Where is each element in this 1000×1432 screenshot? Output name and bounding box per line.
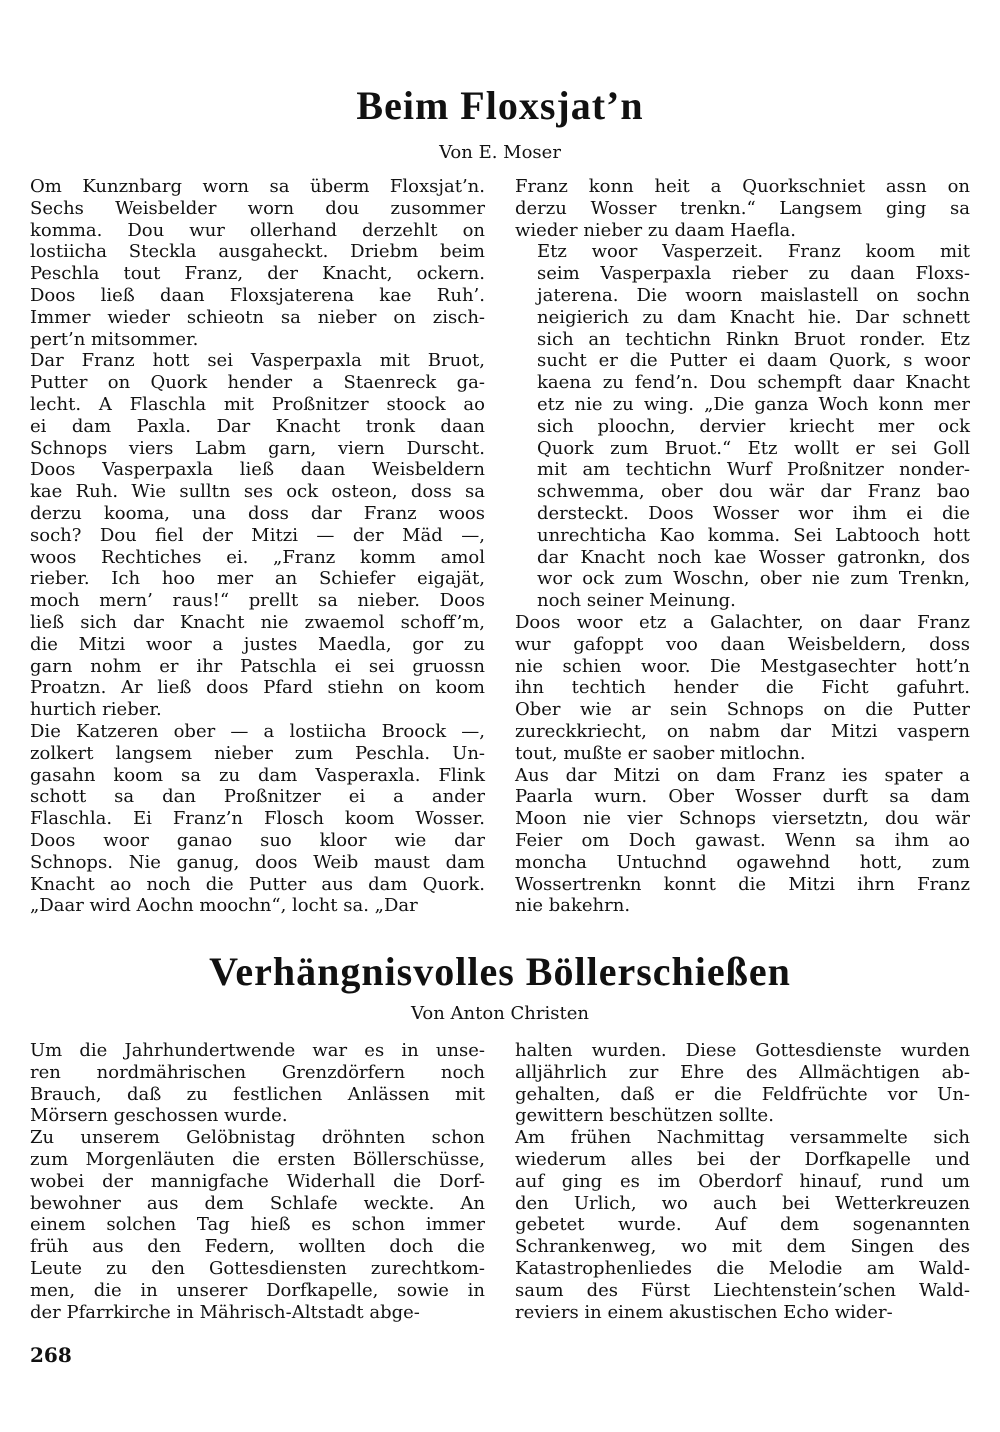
text-line: Dar Franz hott sei Vasperpaxla mit Bruot, [30,350,485,372]
text-line: Paarla wurn. Ober Wosser durft sa dam [515,786,970,808]
text-line: Doos woor etz a Galachter, on daar Franz [515,611,970,633]
paragraph [515,612,970,765]
text-line: sich an techtichn Rinkn Bruot ronder. Etz [537,328,970,350]
article-title: Beim Floxsjat’n [356,83,644,128]
text-line: Feier om Doch gawast. Wenn sa ihm ao [515,829,970,851]
text-line: jaterena. Die woorn maislastell on sochn [537,284,970,306]
text-line: Zu unserem Gelöbnistag dröhnten schon [30,1127,485,1149]
text-line: wiederum alles bei der Dorfkapelle und [515,1148,970,1170]
text-line: dar Knacht noch kae Wosser gatronkn, dos [537,546,970,568]
paragraph [515,1040,970,1127]
text-line: hurtich rieber. [30,699,162,721]
text-line: Sechs Weisbelder worn dou zusommer [30,197,485,219]
text-line: gehalten, daß er die Feldfrüchte vor Un- [515,1083,970,1105]
text-line: unrechticha Kao komma. Sei Labtooch hott [537,524,970,546]
text-line: Knacht ao noch die Putter aus dam Quork. [30,873,485,895]
text-line: zureckkriecht, on nabm dar Mitzi vaspern [515,720,970,742]
article1-column-right [515,176,970,917]
article1-column-left [30,176,485,917]
text-line: Om Kunznbarg worn sa überm Floxsjat’n. [30,176,485,197]
text-line: wur gafoppt voo daan Weisbeldern, doss [515,633,970,655]
paragraph [30,350,485,721]
text-line: schott sa dan Proßnitzer ei a ander [30,786,485,808]
article-title: Verhängnisvolles Böllerschießen [209,949,791,994]
text-line: soch? Dou fiel der Mitzi — der Mäd —, [30,524,485,546]
text-line: früh aus den Federn, wollten doch die [30,1236,485,1258]
text-line: Schrankenweg, wo mit dem Singen des [515,1236,970,1258]
text-line: kaena zu fend’n. Dou schempft daar Knacht [537,372,970,394]
text-line: gasahn koom sa zu dam Vasperaxla. Flink [30,764,485,786]
text-line: moch mern’ raus!“ prellt sa nieber. Doos [30,590,485,612]
text-line: Am frühen Nachmittag versammelte sich [515,1127,970,1149]
text-line: Moon nie vier Schnops viersetztn, dou wär [515,808,970,830]
text-line: Um die Jahrhundertwende war es in unse- [30,1040,485,1061]
text-line: bewohner aus dem Schlafe weckte. An [30,1192,485,1214]
text-line: Putter on Quork hender a Staenreck ga- [30,372,485,394]
text-line: moncha Untuchnd ogawehnd hott, zum [515,851,970,873]
text-line: Aus dar Mitzi on dam Franz ies spater a [515,764,970,786]
paragraph [30,176,485,350]
paragraph [515,176,970,241]
text-line: sich ploochn, dervier kriecht mer ock [537,415,970,437]
text-line: Quork zum Bruot.“ Etz wollt er sei Goll [537,437,970,459]
text-line: Franz konn heit a Quorkschniet assn on [515,176,970,197]
article-byline: Von Anton Christen [411,1003,589,1024]
text-line: woos Rechtiches ei. „Franz komm amol [30,546,485,568]
text-line: Flaschla. Ei Franz’n Flosch koom Wosser. [30,808,485,830]
paragraph [515,1127,970,1323]
paragraph [30,1127,485,1323]
text-line: kae Ruh. Wie sulltn ses ock osteon, doss sa [30,481,485,503]
paragraph [515,241,970,612]
text-line: Schnops viers Labm garn, viern Durscht. [30,437,485,459]
article2-column-right [515,1040,970,1323]
text-line: Leute zu den Gottesdiensten zurechtkom- [30,1257,485,1279]
text-line: einem solchen Tag hieß es schon immer [30,1214,485,1236]
text-line: Doos Vasperpaxla ließ daan Weisbeldern [30,459,485,481]
text-line: ren nordmährischen Grenzdörfern noch [30,1061,485,1083]
text-line: schwemma, ober dou wär dar Franz bao [537,481,970,503]
text-line: Die Katzeren ober — a lostiicha Broock —, [30,720,485,742]
text-line: gewittern beschützen sollte. [515,1105,774,1127]
paragraph [30,1040,485,1127]
text-line: dersteckt. Doos Wosser wor ihm ei die [537,502,970,524]
text-line: zolkert langsem nieber zum Peschla. Un- [30,742,485,764]
text-line: gebetet wurde. Auf dem sogenannten [515,1214,970,1236]
paragraph [30,721,485,917]
text-line: rieber. Ich hoo mer an Schiefer eigajät, [30,568,485,590]
text-line: Etz woor Vasperzeit. Franz koom mit [537,241,970,263]
text-line: seim Vasperpaxla rieber zu daan Floxs- [537,263,970,285]
text-line: der Pfarrkirche in Mährisch-Altstadt abge- [30,1301,420,1323]
article-byline: Von E. Moser [439,142,561,163]
text-line: Ober wie ar sein Schnops on die Putter [515,699,970,721]
text-line: lostiicha Steckla ausgaheckt. Driebm beim [30,241,485,263]
text-line: Doos ließ daan Floxsjaterena kae Ruh’. [30,284,485,306]
text-line: wieder nieber zu daam Haefla. [515,219,796,241]
text-line: men, die in unserer Dorfkapelle, sowie in [30,1279,485,1301]
text-line: Mörsern geschossen wurde. [30,1105,288,1127]
text-line: auf ging es im Oberdorf hinauf, rund um [515,1170,970,1192]
text-line: garn nohm er ihr Patschla ei sei gruossn [30,655,485,677]
text-line: zum Morgenläuten die ersten Böllerschüsse, [30,1148,485,1170]
text-line: Wossertrenkn konnt die Mitzi ihrn Franz [515,873,970,895]
article2-column-left [30,1040,485,1323]
text-line: derzu kooma, una doss dar Franz woos [30,502,485,524]
text-line: komma. Dou wur ollerhand derzehlt on [30,219,485,241]
text-line: „Daar wird Aochn moochn“, locht sa. „Dar [30,895,418,917]
text-line: saum des Fürst Liechtenstein’schen Wald- [515,1279,970,1301]
text-line: Schnops. Nie ganug, doos Weib maust dam [30,851,485,873]
text-line: tout, mußte er saober mitlochn. [515,742,806,764]
text-line: pert’n mitsommer. [30,328,199,350]
text-line: derzu Wosser trenkn.“ Langsem ging sa [515,197,970,219]
page-number: 268 [30,1343,72,1367]
text-line: die Mitzi woor a justes Maedla, gor zu [30,633,485,655]
text-line: noch seiner Meinung. [537,590,736,612]
text-line: sucht er die Putter ei daam Quork, s woor [537,350,970,372]
text-line: wobei der mannigfache Widerhall die Dorf- [30,1170,485,1192]
text-line: den Urlich, wo auch bei Wetterkreuzen [515,1192,970,1214]
text-line: Katastrophenliedes die Melodie am Wald- [515,1257,970,1279]
text-line: reviers in einem akustischen Echo wider- [515,1301,893,1323]
text-line: nie schien woor. Die Mestgasechter hott’n [515,655,970,677]
text-line: Brauch, daß zu festlichen Anlässen mit [30,1083,485,1105]
paragraph [515,765,970,918]
text-line: halten wurden. Diese Gottesdienste wurden [515,1040,970,1061]
text-line: ließ sich dar Knacht nie zwaemol schoff’m, [30,611,485,633]
text-line: mit am techtichn Wurf Proßnitzer nonder- [537,459,970,481]
text-line: etz nie zu wing. „Die ganza Woch konn mer [537,393,970,415]
text-line: Proatzn. Ar ließ doos Pfard stiehn on koom [30,677,485,699]
text-line: lecht. A Flaschla mit Proßnitzer stoock ao [30,393,485,415]
text-line: Peschla tout Franz, der Knacht, ockern. [30,263,485,285]
text-line: wor ock zum Woschn, ober nie zum Trenkn, [537,568,970,590]
text-line: alljährlich zur Ehre des Allmächtigen ab- [515,1061,970,1083]
text-line: ei dam Paxla. Dar Knacht tronk daan [30,415,485,437]
text-line: Doos woor ganao suo kloor wie dar [30,829,485,851]
text-line: nie bakehrn. [515,895,631,917]
text-line: Immer wieder schieotn sa nieber on zisch- [30,306,485,328]
text-line: neigierich zu dam Knacht hie. Dar schnett [537,306,970,328]
text-line: ihn techtich hender die Ficht gafuhrt. [515,677,970,699]
